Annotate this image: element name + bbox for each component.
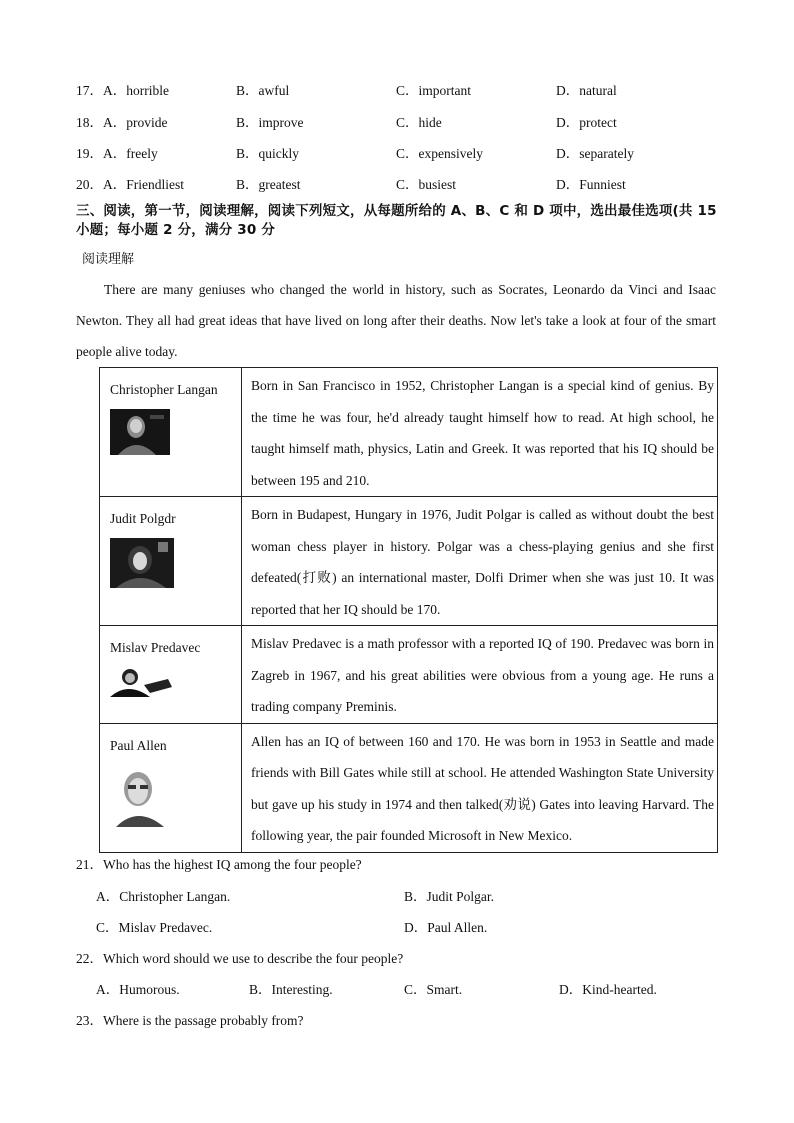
photo-image — [110, 538, 174, 588]
person-cell — [100, 368, 242, 497]
person-description: Born in San Francisco in 1952, Christopher Langan is a special kind of genius. By the time he was four, he'd already taught himself how to read. At high school, he taught himself math, physics, Latin and Greek. It was reported that his IQ should be between 195 and 210. — [242, 368, 718, 497]
person-name: Christopher Langan — [110, 382, 218, 397]
option-a — [76, 81, 169, 101]
section-heading: 三、阅读，第一节，阅读理解，阅读下列短文，从每题所给的 A、B、C 和 D 项中，选出最佳选项(共 15 小题；每小题 2 分，满分 30 分 — [76, 203, 717, 238]
option-b: B．improve — [236, 115, 304, 130]
person-name: Paul Allen — [110, 737, 167, 753]
photo-image — [110, 409, 170, 455]
q22-option-c: C．Smart. — [404, 982, 463, 997]
option-d: D．separately — [556, 146, 634, 161]
option-b: B．greatest — [236, 177, 301, 192]
question-number: 19． — [76, 146, 103, 161]
person-name: Judit Polgdr — [110, 511, 176, 526]
section-subheading: 阅读理解 — [82, 252, 135, 267]
option-text: A．provide — [103, 115, 168, 130]
option-text: A．Friendliest — [103, 177, 184, 192]
table-row — [100, 368, 718, 497]
option-a — [76, 144, 158, 164]
option-text: A．freely — [103, 146, 158, 161]
q21-option-b: B．Judit Polgar. — [404, 889, 495, 904]
person-photo — [110, 538, 174, 588]
question-number: 18． — [76, 115, 103, 130]
intro-paragraph — [76, 274, 716, 367]
geniuses-table — [99, 367, 718, 853]
person-cell — [100, 626, 242, 724]
question-18-options — [76, 113, 736, 133]
q22-option-a: A．Humorous. — [96, 982, 180, 997]
option-b: B．awful — [236, 83, 290, 98]
question-17-options — [76, 81, 736, 101]
question-number: 17． — [76, 83, 103, 98]
option-b: B．quickly — [236, 146, 299, 161]
q21-option-a: A．Christopher Langan. — [96, 889, 231, 904]
q22-option-d: D．Kind-hearted. — [559, 982, 657, 997]
intro-text: There are many geniuses who changed the world in history, such as Socrates, Leonardo da Vinci and Isaac Newton. They all had great ideas that have lived on long after their deaths. Now let's take a look at four of the smart people alive today. — [76, 282, 716, 359]
question-22: 22．Which word should we use to describe the four people? — [76, 951, 404, 966]
table-row — [100, 497, 718, 626]
table-row — [100, 626, 718, 724]
option-c: C．expensively — [396, 146, 483, 161]
person-description: Mislav Predavec is a math professor with a reported IQ of 190. Predavec was born in Zagreb in 1967, and his great abilities were obvious from a young age. He runs a trading company Preminis. — [242, 626, 718, 724]
person-photo — [110, 409, 170, 455]
option-c: C．important — [396, 83, 471, 98]
person-description: Born in Budapest, Hungary in 1976, Judit Polgar is called as without doubt the best woman chess player in history. Polgar was a chess-playing genius and she first defeated(打败) an international master, Dolfi Drimer when she was just 10. It was reported that her IQ should be 170. — [242, 497, 718, 626]
question-20-options — [76, 175, 736, 195]
option-text: A．horrible — [103, 83, 169, 98]
option-a — [76, 175, 184, 195]
q21-option-c: C．Mislav Predavec. — [96, 920, 213, 935]
person-cell — [100, 723, 242, 852]
option-d: D．protect — [556, 115, 617, 130]
table-row — [100, 723, 718, 852]
q22-option-b: B．Interesting. — [249, 982, 333, 997]
photo-image — [110, 667, 176, 697]
person-photo — [110, 667, 176, 697]
option-a — [76, 113, 168, 133]
option-d: D．natural — [556, 83, 617, 98]
person-name: Mislav Predavec — [110, 640, 201, 655]
question-23: 23．Where is the passage probably from? — [76, 1013, 304, 1028]
option-c: C．hide — [396, 115, 442, 130]
person-photo — [110, 765, 170, 827]
question-number: 20． — [76, 177, 103, 192]
q21-option-d: D．Paul Allen. — [404, 920, 488, 935]
person-cell — [100, 497, 242, 626]
photo-image — [110, 765, 170, 827]
option-d: D．Funniest — [556, 177, 626, 192]
person-description: Allen has an IQ of between 160 and 170. He was born in 1953 in Seattle and made friends with Bill Gates while still at school. He attended Washington State University but gave up his study in 1974 and then talked(劝说) Gates into leaving Harvard. The following year, the pair founded Microsoft in New Mexico. — [242, 723, 718, 852]
option-c: C．busiest — [396, 177, 457, 192]
question-19-options — [76, 144, 736, 164]
question-21: 21．Who has the highest IQ among the four people? — [76, 857, 362, 872]
